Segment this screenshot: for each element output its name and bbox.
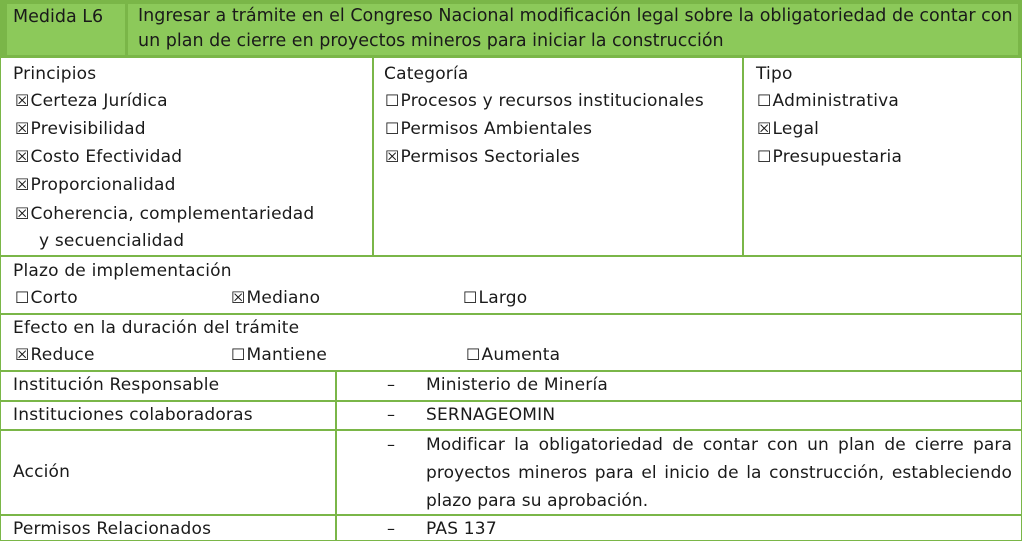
checkbox-icon: ☐	[385, 91, 400, 110]
plazo-label: Largo	[478, 288, 528, 308]
principio-label: Proporcionalidad	[30, 175, 176, 195]
plazo-label: Mediano	[246, 288, 321, 308]
principio-label: Previsibilidad	[30, 119, 146, 139]
divider-principios-categoria	[372, 58, 374, 256]
measure-title-line-1: Ingresar a trámite en el Congreso Nacional modificación legal sobre la obligatoriedad de contar con	[138, 6, 1013, 26]
checkbox-icon: ☒	[231, 288, 246, 307]
principio-label: Certeza Jurídica	[30, 91, 168, 111]
checkbox-icon: ☐	[757, 91, 772, 110]
categoria-label: Procesos y recursos institucionales	[400, 91, 704, 111]
efecto-reduce[interactable]	[15, 342, 95, 368]
permisos-relacionados-label: Permisos Relacionados	[13, 519, 212, 539]
principio-proporcionalidad[interactable]	[15, 172, 176, 198]
institucion-responsable-value: Ministerio de Minería	[426, 375, 608, 395]
principio-label: Coherencia, complementariedad	[30, 204, 315, 224]
plazo-mediano[interactable]	[231, 285, 320, 311]
categoria-label: Permisos Sectoriales	[400, 147, 580, 167]
tipo-label: Legal	[772, 119, 820, 139]
tipo-label: Administrativa	[772, 91, 900, 111]
efecto-heading: Efecto en la duración del trámite	[13, 318, 300, 338]
tipo-legal[interactable]	[757, 116, 819, 142]
bullet-dash: –	[387, 375, 395, 394]
instituciones-colaboradoras-label: Instituciones colaboradoras	[13, 405, 253, 425]
measure-title-line-2: un plan de cierre en proyectos mineros para iniciar la construcción	[138, 31, 724, 51]
divider-plazo-top	[1, 255, 1021, 257]
efecto-mantiene[interactable]	[231, 342, 327, 368]
categoria-label: Permisos Ambientales	[400, 119, 593, 139]
checkbox-icon: ☒	[757, 119, 772, 138]
divider-categoria-tipo	[742, 58, 744, 256]
checkbox-icon: ☐	[385, 119, 400, 138]
bullet-dash: –	[387, 435, 395, 454]
principio-previsibilidad[interactable]	[15, 116, 146, 142]
accion-label: Acción	[13, 462, 71, 482]
categoria-permisos-ambientales[interactable]	[385, 116, 592, 142]
header-bar	[1, 1, 1021, 58]
plazo-label: Corto	[30, 288, 78, 308]
plazo-corto[interactable]	[15, 285, 78, 311]
principio-coherencia-line-2: y secuencialidad	[39, 231, 185, 251]
checkbox-icon: ☐	[15, 288, 30, 307]
principio-coherencia[interactable]	[15, 201, 314, 227]
checkbox-icon: ☐	[466, 345, 481, 364]
divider-details-column	[335, 370, 337, 540]
checkbox-icon: ☒	[15, 345, 30, 364]
principio-label: Costo Efectividad	[30, 147, 183, 167]
categoria-permisos-sectoriales[interactable]	[385, 144, 580, 170]
tipo-label: Presupuestaria	[772, 147, 903, 167]
checkbox-icon: ☐	[231, 345, 246, 364]
instituciones-colaboradoras-value: SERNAGEOMIN	[426, 405, 556, 425]
permisos-relacionados-value: PAS 137	[426, 519, 497, 539]
principio-certeza[interactable]	[15, 88, 168, 114]
checkbox-icon: ☒	[15, 204, 30, 223]
categoria-heading: Categoría	[384, 64, 469, 84]
tipo-heading: Tipo	[756, 64, 793, 84]
efecto-aumenta[interactable]	[466, 342, 560, 368]
tipo-presupuestaria[interactable]	[757, 144, 902, 170]
bullet-dash: –	[387, 405, 395, 424]
categoria-procesos[interactable]	[385, 88, 704, 114]
principios-heading: Principios	[13, 64, 97, 84]
efecto-label: Aumenta	[481, 345, 561, 365]
checkbox-icon: ☐	[463, 288, 478, 307]
measure-code: Medida L6	[7, 4, 125, 55]
plazo-largo[interactable]	[463, 285, 527, 311]
efecto-label: Mantiene	[246, 345, 328, 365]
checkbox-icon: ☐	[757, 147, 772, 166]
bullet-dash: –	[387, 519, 395, 538]
plazo-heading: Plazo de implementación	[13, 261, 232, 281]
checkbox-icon: ☒	[15, 119, 30, 138]
principio-costo-efectividad[interactable]	[15, 144, 182, 170]
efecto-label: Reduce	[30, 345, 95, 365]
measure-title	[128, 4, 1018, 55]
institucion-responsable-label: Institución Responsable	[13, 375, 220, 395]
checkbox-icon: ☒	[15, 175, 30, 194]
tipo-administrativa[interactable]	[757, 88, 899, 114]
checkbox-icon: ☒	[15, 147, 30, 166]
checkbox-icon: ☒	[385, 147, 400, 166]
checkbox-icon: ☒	[15, 91, 30, 110]
accion-value: Modificar la obligatoriedad de contar con un plan de cierre para proyectos mineros para el inicio de la construcción, estableciendo plazo para su aprobación.	[426, 435, 1012, 511]
